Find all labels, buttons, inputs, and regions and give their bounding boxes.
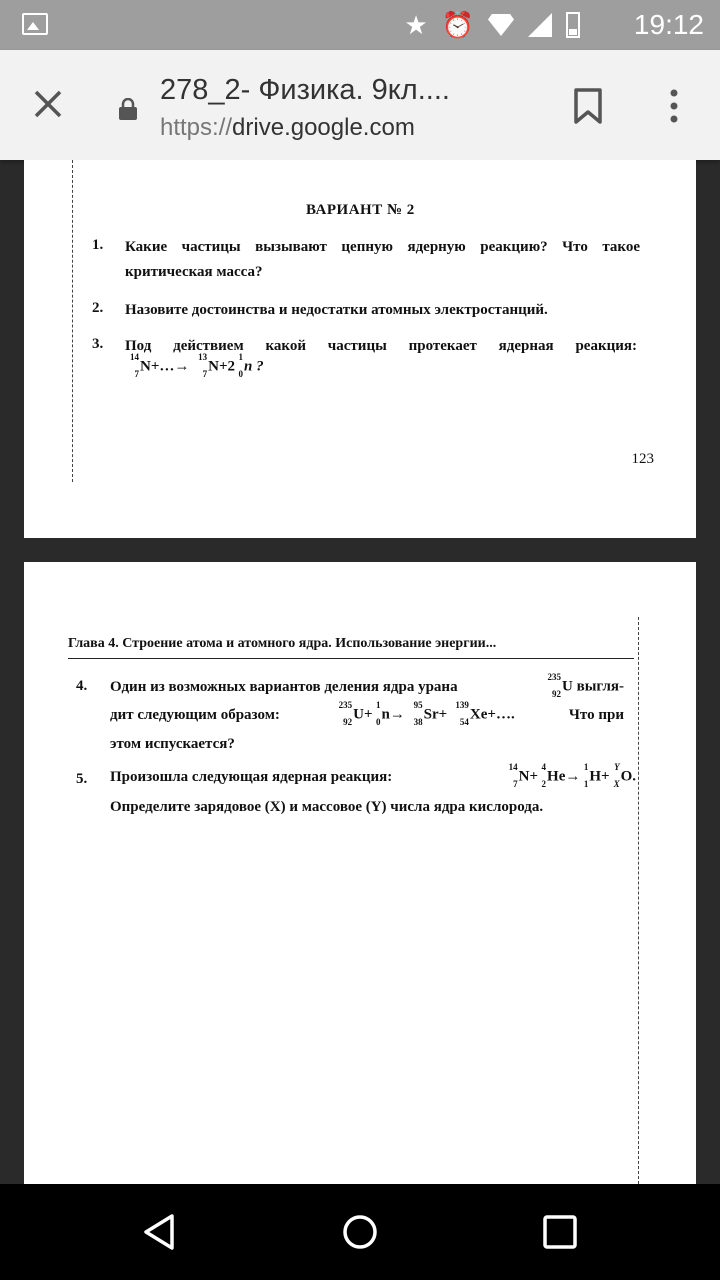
document-page-1 [24, 160, 696, 538]
question-2-text: Назовите достоинства и недостатки атомных электростанций. [125, 302, 548, 318]
wifi-icon [488, 14, 514, 36]
star-icon: ★ [404, 9, 428, 40]
close-icon[interactable] [26, 82, 70, 126]
question-4-line-3: этом испускается? [110, 736, 235, 752]
image-icon [22, 13, 48, 35]
page-url[interactable] [160, 114, 415, 142]
bookmark-icon[interactable] [570, 84, 606, 128]
question-1-line-1: Какие частицы вызывают цепную ядерную реакцию? Что такое [125, 239, 640, 255]
signal-icon [528, 13, 552, 37]
question-4-line-1: Один из возможных вариантов деления ядра урана 235 92 U выгля- [110, 672, 624, 699]
chapter-header: Глава 4. Строение атома и атомного ядра. Использование энергии... [68, 636, 634, 659]
question-5-line-2: Определите зарядовое (X) и массовое (Y) числа ядра кислорода. [110, 799, 544, 815]
navigation-bar [0, 1184, 720, 1280]
question-number: 3. [92, 336, 104, 352]
home-icon[interactable] [338, 1212, 382, 1252]
question-4-line-2: дит следующим образом: 235 92 U+ 1 0 n→ 95 38 Sr+ 139 54 Xe+…. Что при [110, 700, 624, 727]
question-1-line-2: критическая масса? [125, 264, 263, 280]
alarm-icon: ⏰ [441, 9, 474, 40]
question-3-line-1: Под действием какой частицы протекает ядерная реакция: [125, 338, 637, 354]
more-options-icon[interactable] [660, 84, 688, 128]
clock: 19:12 [633, 9, 704, 40]
lock-icon [117, 98, 139, 120]
page-number: 123 [631, 451, 654, 467]
question-number: 5. [76, 771, 88, 787]
page-title[interactable]: 278_2- Физика. 9кл.... [160, 74, 450, 106]
question-number: 1. [92, 237, 104, 253]
margin-line [638, 617, 639, 1184]
question-5-line-1: Произошла следующая ядерная реакция: 14 7 N+ 4 2 He→ 1 1 H+ Y X O. [110, 762, 636, 789]
back-icon[interactable] [138, 1212, 182, 1252]
status-bar [0, 0, 720, 50]
variant-heading: ВАРИАНТ № 2 [306, 202, 415, 218]
browser-toolbar [0, 50, 720, 160]
question-3-equation: 14 7 N+…→ 13 7 N+2 1 0 n ? [130, 352, 264, 379]
document-page-2 [24, 562, 696, 1184]
status-icons [404, 10, 580, 40]
margin-line [72, 160, 73, 482]
url-scheme: https:// [160, 114, 233, 141]
question-number: 4. [76, 678, 88, 694]
battery-icon [566, 12, 580, 38]
recents-icon[interactable] [538, 1212, 582, 1252]
url-host: drive.google.com [232, 114, 415, 141]
question-number: 2. [92, 300, 104, 316]
